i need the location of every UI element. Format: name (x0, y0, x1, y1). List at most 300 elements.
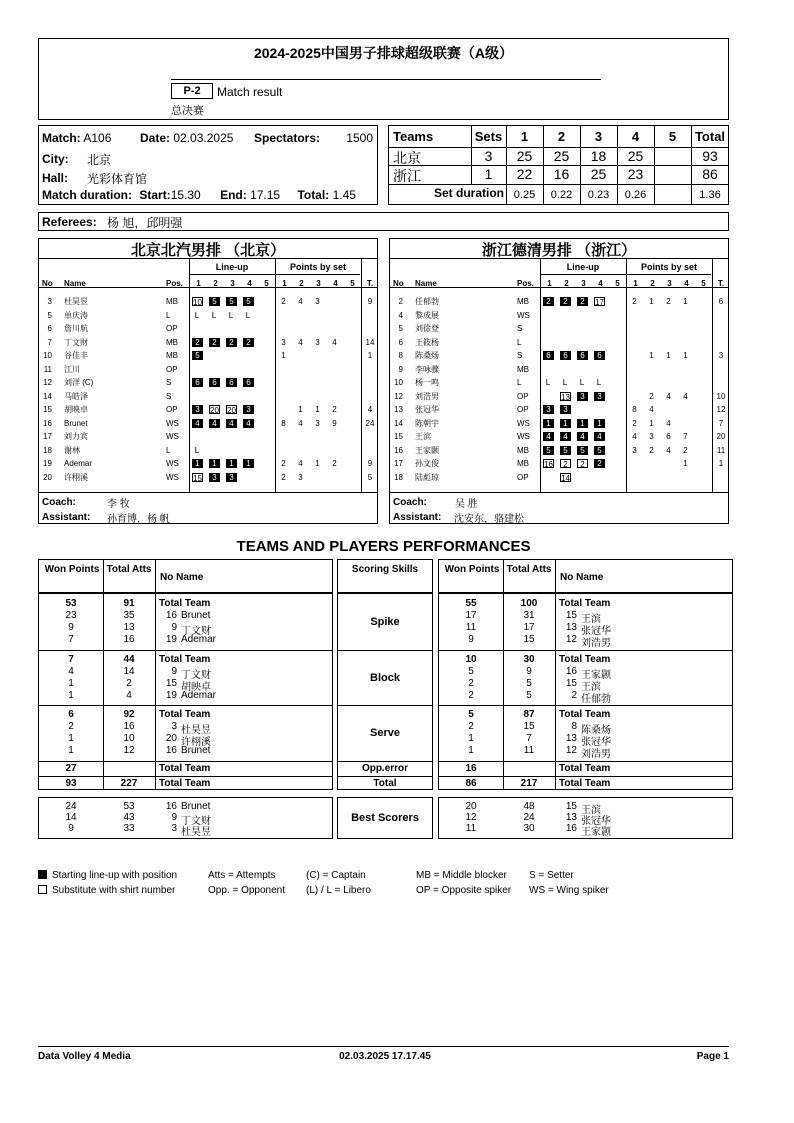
player-number: 10 (394, 378, 403, 387)
lineup-set-4: 4 (594, 432, 605, 441)
points-set-header: 1 (282, 279, 287, 288)
lineup-set-2: 4 (560, 432, 571, 441)
lineup-set-2: 2 (560, 459, 571, 468)
hall-label: Hall: (42, 171, 69, 185)
points-set-2: 1 (298, 405, 303, 414)
lineup-set-4: L (245, 310, 251, 320)
player-atts: 5 (526, 677, 532, 689)
player-atts: 7 (526, 733, 532, 744)
lineup-set-header: 2 (213, 279, 218, 288)
best-won-points: 9 (68, 823, 74, 834)
team-total-atts: 30 (523, 653, 535, 665)
player-position: L (517, 378, 522, 387)
best-scorers-label: Best Scorers (351, 812, 419, 824)
player-total (712, 364, 730, 375)
legend-starting: Starting line-up with position (52, 870, 178, 881)
team-total-atts: 92 (123, 709, 135, 720)
player-number: 20 (43, 472, 52, 482)
points-set-1: 2 (281, 459, 286, 468)
player-shirt: 12 (565, 745, 577, 756)
lineup-set-1: 3 (543, 405, 554, 414)
player-number: 17 (394, 459, 403, 468)
best-shirt: 3 (171, 823, 177, 834)
home-coach: 李 牧 (107, 499, 130, 510)
player-row (390, 310, 728, 321)
points-set-3: 1 (315, 405, 320, 414)
player-name: 张冠华 (415, 405, 439, 414)
set-3-duration: 0.23 (587, 189, 610, 201)
lineup-set-3: 6 (577, 351, 588, 360)
player-row (39, 337, 377, 348)
player-shirt: 15 (165, 677, 177, 689)
player-total: 12 (716, 405, 726, 414)
player-won-points: 1 (468, 733, 474, 744)
player-row (390, 404, 728, 415)
player-total: 1 (367, 351, 373, 360)
player-position: MB (166, 297, 178, 306)
best-atts: 30 (523, 823, 535, 834)
player-shirt: 12 (565, 634, 577, 645)
player-atts: 16 (123, 634, 135, 645)
lineup-set-3: 1 (577, 419, 588, 428)
player-won-points: 1 (468, 745, 474, 756)
player-name: 陈朝宇 (415, 418, 439, 428)
player-name: 张冠华 (581, 626, 611, 637)
player-name: 江川 (64, 364, 80, 374)
player-total (361, 391, 379, 402)
lineup-set-3: 6 (226, 378, 237, 387)
set-1-duration: 0.25 (513, 189, 536, 201)
player-name: 许栩溪 (64, 472, 88, 482)
points-set-4: 1 (683, 351, 688, 360)
team-won-points: 6 (68, 709, 74, 720)
player-shirt: 9 (171, 665, 177, 677)
legend-ws: WS = Wing spiker (529, 885, 609, 896)
skill-name: Block (370, 671, 400, 684)
player-number: 15 (43, 405, 52, 414)
lineup-set-2: 1 (209, 459, 220, 468)
lineup-set-2: 5 (560, 446, 571, 455)
lineup-set-1: 1 (543, 419, 554, 428)
total-away-label: Total Team (559, 778, 611, 789)
player-number: 4 (398, 310, 403, 320)
starting-square-icon (38, 870, 47, 879)
player-position: MB (517, 445, 529, 455)
player-shirt: 20 (165, 733, 177, 744)
points-set-2: 4 (298, 337, 303, 347)
player-number: 5 (398, 324, 403, 333)
player-atts: 10 (123, 733, 135, 744)
home-best-scorers (38, 797, 333, 839)
player-total (361, 445, 379, 456)
lineup-set-3: 2 (577, 297, 588, 306)
set-duration-label: Set duration (433, 186, 504, 200)
player-number: 7 (47, 337, 52, 347)
points-set-2: 4 (298, 297, 303, 306)
player-name: 陈桑炀 (581, 725, 611, 736)
won-points-header: Won Points (44, 564, 100, 575)
player-total: 6 (718, 297, 724, 306)
skills-body (337, 593, 433, 790)
player-position: WS (517, 432, 530, 441)
player-position: OP (166, 405, 178, 414)
best-name: 杜昊昱 (181, 827, 211, 838)
player-shirt: 15 (565, 610, 577, 621)
player-number: 15 (394, 432, 403, 441)
lineup-set-3: 4 (226, 419, 237, 428)
player-total (361, 431, 379, 442)
lineup-set-1: 5 (543, 446, 554, 455)
player-position: OP (517, 472, 529, 482)
player-name: 杨一鸣 (415, 378, 439, 387)
skill-name: Spike (370, 616, 400, 628)
points-set-header: 2 (299, 279, 304, 288)
legend-atts: Atts = Attempts (208, 870, 276, 881)
best-name: 王滨 (581, 805, 601, 816)
player-number: 13 (394, 405, 403, 414)
player-number: 10 (43, 351, 52, 360)
player-total: 9 (367, 459, 373, 468)
player-name: Brunet (64, 418, 88, 428)
lineup-set-4: 2 (594, 459, 605, 468)
player-atts: 16 (123, 721, 135, 732)
team-total-label: Total Team (159, 709, 211, 720)
player-shirt: 2 (571, 689, 577, 701)
lineup-set-2: 6 (209, 378, 220, 387)
player-number: 11 (43, 364, 52, 374)
player-position: S (517, 351, 523, 360)
spectators-label: Spectators: (254, 131, 321, 145)
home-perf-header (38, 559, 333, 593)
player-shirt: 16 (165, 745, 177, 756)
lineup-set-1: 1 (192, 459, 203, 468)
player-number: 14 (43, 391, 52, 401)
player-total: 14 (365, 337, 375, 347)
player-position: WS (166, 459, 179, 468)
player-name: 马皓泽 (64, 391, 88, 401)
legend-op: OP = Opposite spiker (416, 885, 512, 896)
points-set-1: 2 (632, 297, 637, 306)
player-position: MB (517, 364, 529, 374)
player-total: 10 (716, 391, 726, 401)
points-set-header: 3 (667, 279, 672, 288)
best-shirt: 15 (565, 801, 577, 812)
player-name: 王滨 (581, 614, 601, 625)
lineup-set-2: 5 (209, 297, 220, 306)
lineup-set-1: L (194, 445, 200, 455)
away-perf-body (438, 593, 733, 790)
points-set-2: 2 (649, 391, 654, 401)
team-won-points: 7 (68, 653, 74, 665)
lineup-set-1: 6 (543, 351, 554, 360)
start-label: Start: (139, 188, 171, 202)
player-total (361, 310, 379, 321)
player-shirt: 13 (565, 733, 577, 744)
player-position: OP (517, 391, 529, 401)
spectators-count: 1500 (346, 131, 373, 145)
player-number: 8 (398, 351, 403, 360)
points-set-4: 1 (683, 459, 688, 468)
points-set-header: 3 (316, 279, 321, 288)
player-position: WS (166, 418, 179, 428)
lineup-set-4: 6 (243, 378, 254, 387)
player-position: WS (517, 418, 530, 428)
player-name: 刘力宾 (64, 432, 88, 441)
player-atts: 4 (126, 689, 132, 701)
player-row (390, 431, 728, 442)
player-position: WS (166, 432, 179, 441)
player-shirt: 16 (565, 665, 577, 677)
player-won-points: 2 (68, 721, 74, 732)
legend-mb: MB = Middle blocker (416, 870, 507, 881)
footer-software: Data Volley 4 Media (38, 1051, 131, 1062)
player-name: 王滨 (581, 681, 601, 693)
points-set-1: 3 (281, 337, 286, 347)
opp-error-home-won: 27 (65, 762, 77, 774)
player-number: 19 (43, 459, 52, 468)
set-3-header: 3 (594, 129, 603, 144)
player-total (712, 310, 730, 321)
doc-code-box: P-2 (171, 83, 213, 99)
player-row (39, 296, 377, 307)
points-set-1: 2 (281, 297, 286, 306)
player-row (390, 458, 728, 469)
player-position: MB (517, 297, 529, 306)
away-total: 86 (702, 166, 718, 182)
points-set-2: 1 (649, 297, 654, 306)
footer-timestamp: 02.03.2025 17.17.45 (339, 1051, 431, 1062)
set-5-header: 5 (668, 129, 677, 144)
home-set-2: 25 (553, 148, 570, 164)
lineup-header: Line-up (566, 262, 600, 272)
home-set-3: 18 (590, 148, 607, 164)
set-1-header: 1 (520, 129, 529, 144)
player-position: OP (517, 405, 529, 414)
player-total: 4 (367, 405, 373, 414)
end-time: 17.15 (250, 188, 281, 202)
home-roster (38, 238, 378, 524)
skill-name: Serve (370, 727, 400, 739)
player-won-points: 11 (465, 622, 477, 633)
lineup-set-2: 20 (210, 406, 219, 415)
player-shirt: 3 (171, 721, 177, 732)
col-pos-header: Pos. (517, 279, 534, 288)
player-atts: 2 (126, 677, 132, 689)
player-name: 刘浩男 (415, 391, 439, 401)
team-won-points: 53 (65, 598, 77, 609)
points-set-2: 1 (649, 351, 654, 360)
lineup-set-1: 5 (192, 351, 203, 360)
player-total: 5 (367, 472, 373, 482)
total-set-duration: 1.36 (699, 189, 721, 201)
player-total (712, 323, 730, 334)
date-line (140, 131, 233, 145)
lineup-set-3: L (579, 378, 585, 387)
player-won-points: 2 (468, 677, 474, 689)
team-total-atts: 100 (520, 598, 538, 609)
lineup-set-3: 5 (226, 297, 237, 306)
player-row (390, 296, 728, 307)
player-total (361, 377, 379, 388)
lineup-set-3: 5 (577, 446, 588, 455)
team-won-points: 10 (465, 653, 477, 665)
player-shirt: 9 (171, 622, 177, 633)
away-team-name: 浙江德清男排 （浙江） (481, 242, 637, 259)
no-name-header: No Name (160, 572, 204, 583)
legend-opp: Opp. = Opponent (208, 885, 286, 896)
points-set-1: 2 (632, 418, 637, 428)
lineup-set-1: 10 (193, 298, 202, 307)
scoring-skills-header: Scoring Skills (351, 564, 419, 575)
player-won-points: 23 (65, 610, 77, 621)
sets-header: Sets (474, 129, 503, 144)
points-set-1: 1 (281, 351, 286, 360)
player-won-points: 1 (68, 677, 74, 689)
player-name: 杜昊昱 (64, 297, 88, 306)
player-row (39, 323, 377, 334)
points-set-4: 2 (332, 459, 337, 468)
points-set-4: 1 (683, 297, 688, 306)
player-name: 杜昊昱 (181, 725, 211, 736)
lineup-set-3: 20 (227, 406, 236, 415)
player-row (39, 350, 377, 361)
doc-name: Match result (217, 85, 283, 99)
home-coach-label: Coach: (42, 497, 76, 508)
total-home-atts: 227 (120, 778, 138, 789)
lineup-set-1: 16 (544, 460, 553, 469)
player-name: Brunet (181, 610, 211, 621)
player-number: 12 (43, 378, 52, 387)
player-name: 刘洋 (C) (64, 378, 94, 387)
lineup-set-2: 3 (209, 473, 220, 482)
player-row (390, 364, 728, 375)
lineup-set-3: 1 (226, 459, 237, 468)
lineup-set-header: 2 (564, 279, 569, 288)
player-row (39, 458, 377, 469)
total-away-won: 86 (465, 778, 477, 789)
col-total-header: T. (366, 279, 374, 288)
player-won-points: 17 (465, 610, 477, 621)
best-won-points: 20 (465, 801, 477, 812)
lineup-set-header: 4 (247, 279, 252, 288)
player-total: 24 (365, 418, 375, 428)
team-total-atts: 44 (123, 653, 135, 665)
best-shirt: 16 (565, 823, 577, 834)
player-won-points: 9 (68, 622, 74, 633)
player-name: 刘浩男 (581, 749, 611, 760)
total-away-atts: 217 (520, 778, 538, 789)
lineup-set-4: 1 (594, 419, 605, 428)
lineup-set-2: 14 (561, 473, 570, 483)
title-underline (171, 79, 601, 80)
player-position: WS (166, 472, 179, 482)
points-set-header: 5 (350, 279, 355, 288)
lineup-set-4: 3 (243, 405, 254, 414)
away-set-1: 22 (516, 166, 533, 182)
player-won-points: 2 (468, 689, 474, 701)
lineup-set-1: 2 (192, 338, 203, 347)
player-position: MB (166, 337, 178, 347)
best-won-points: 11 (465, 823, 477, 834)
lineup-set-3: 2 (577, 459, 588, 468)
player-total (712, 377, 730, 388)
points-set-header: 2 (650, 279, 655, 288)
player-won-points: 1 (68, 733, 74, 744)
lineup-set-3: 3 (226, 473, 237, 482)
best-shirt: 16 (165, 801, 177, 812)
points-by-set-header: Points by set (640, 262, 697, 272)
start-time: 15.30 (170, 188, 201, 202)
player-won-points: 1 (68, 689, 74, 701)
lineup-set-2: 1 (560, 419, 571, 428)
lineup-set-1: 4 (543, 432, 554, 441)
player-position: WS (517, 310, 530, 320)
won-points-header: Won Points (444, 564, 500, 575)
player-name: 丁文财 (181, 669, 211, 681)
player-number: 12 (394, 391, 403, 401)
lineup-set-header: 3 (230, 279, 235, 288)
home-perf-body (38, 593, 333, 790)
points-set-3: 3 (315, 418, 320, 428)
team-total-label: Total Team (159, 598, 211, 609)
points-set-3: 4 (666, 418, 671, 428)
best-name: 张冠华 (581, 816, 611, 827)
player-row (390, 391, 728, 402)
player-total: 11 (716, 445, 726, 455)
total-duration: 1.45 (332, 188, 356, 202)
points-set-header: 5 (701, 279, 706, 288)
player-won-points: 1 (68, 745, 74, 756)
player-number: 14 (394, 418, 403, 428)
away-coach: 吴 胜 (455, 499, 478, 510)
lineup-set-4: 1 (243, 459, 254, 468)
player-row (390, 377, 728, 388)
referees-label: Referees: (42, 215, 97, 229)
points-set-4: 9 (332, 418, 337, 428)
player-name: 任郁勃 (581, 693, 611, 705)
player-atts: 31 (523, 610, 535, 621)
away-coach-label: Coach: (393, 497, 427, 508)
best-won-points: 24 (65, 801, 77, 812)
city-value: 北京 (87, 153, 112, 167)
team-total-label: Total Team (559, 598, 611, 609)
player-atts: 5 (526, 689, 532, 701)
lineup-set-2: 2 (560, 297, 571, 306)
duration-line (42, 188, 356, 202)
player-name: 张冠华 (581, 737, 611, 748)
player-atts: 15 (523, 634, 535, 645)
best-atts: 43 (123, 812, 135, 823)
player-name: Ademar (181, 634, 217, 645)
player-total: 1 (718, 459, 724, 468)
points-set-2: 3 (649, 432, 654, 441)
lineup-set-3: 4 (577, 432, 588, 441)
home-assistant: 孙育博，杨 帆 (107, 514, 170, 525)
best-shirt: 9 (171, 812, 177, 823)
away-sets-won: 1 (484, 166, 493, 182)
player-position: L (166, 445, 171, 455)
points-set-3: 1 (315, 459, 320, 468)
home-set-1: 25 (516, 148, 533, 164)
lineup-set-4: 5 (243, 297, 254, 306)
player-number: 17 (43, 432, 52, 441)
team-total-label: Total Team (559, 653, 611, 665)
total-home-won: 93 (65, 778, 77, 789)
away-team-short: 浙江 (393, 168, 421, 184)
points-set-4: 4 (332, 337, 337, 347)
away-set-3: 25 (590, 166, 607, 182)
lineup-set-1: 15 (193, 473, 202, 483)
